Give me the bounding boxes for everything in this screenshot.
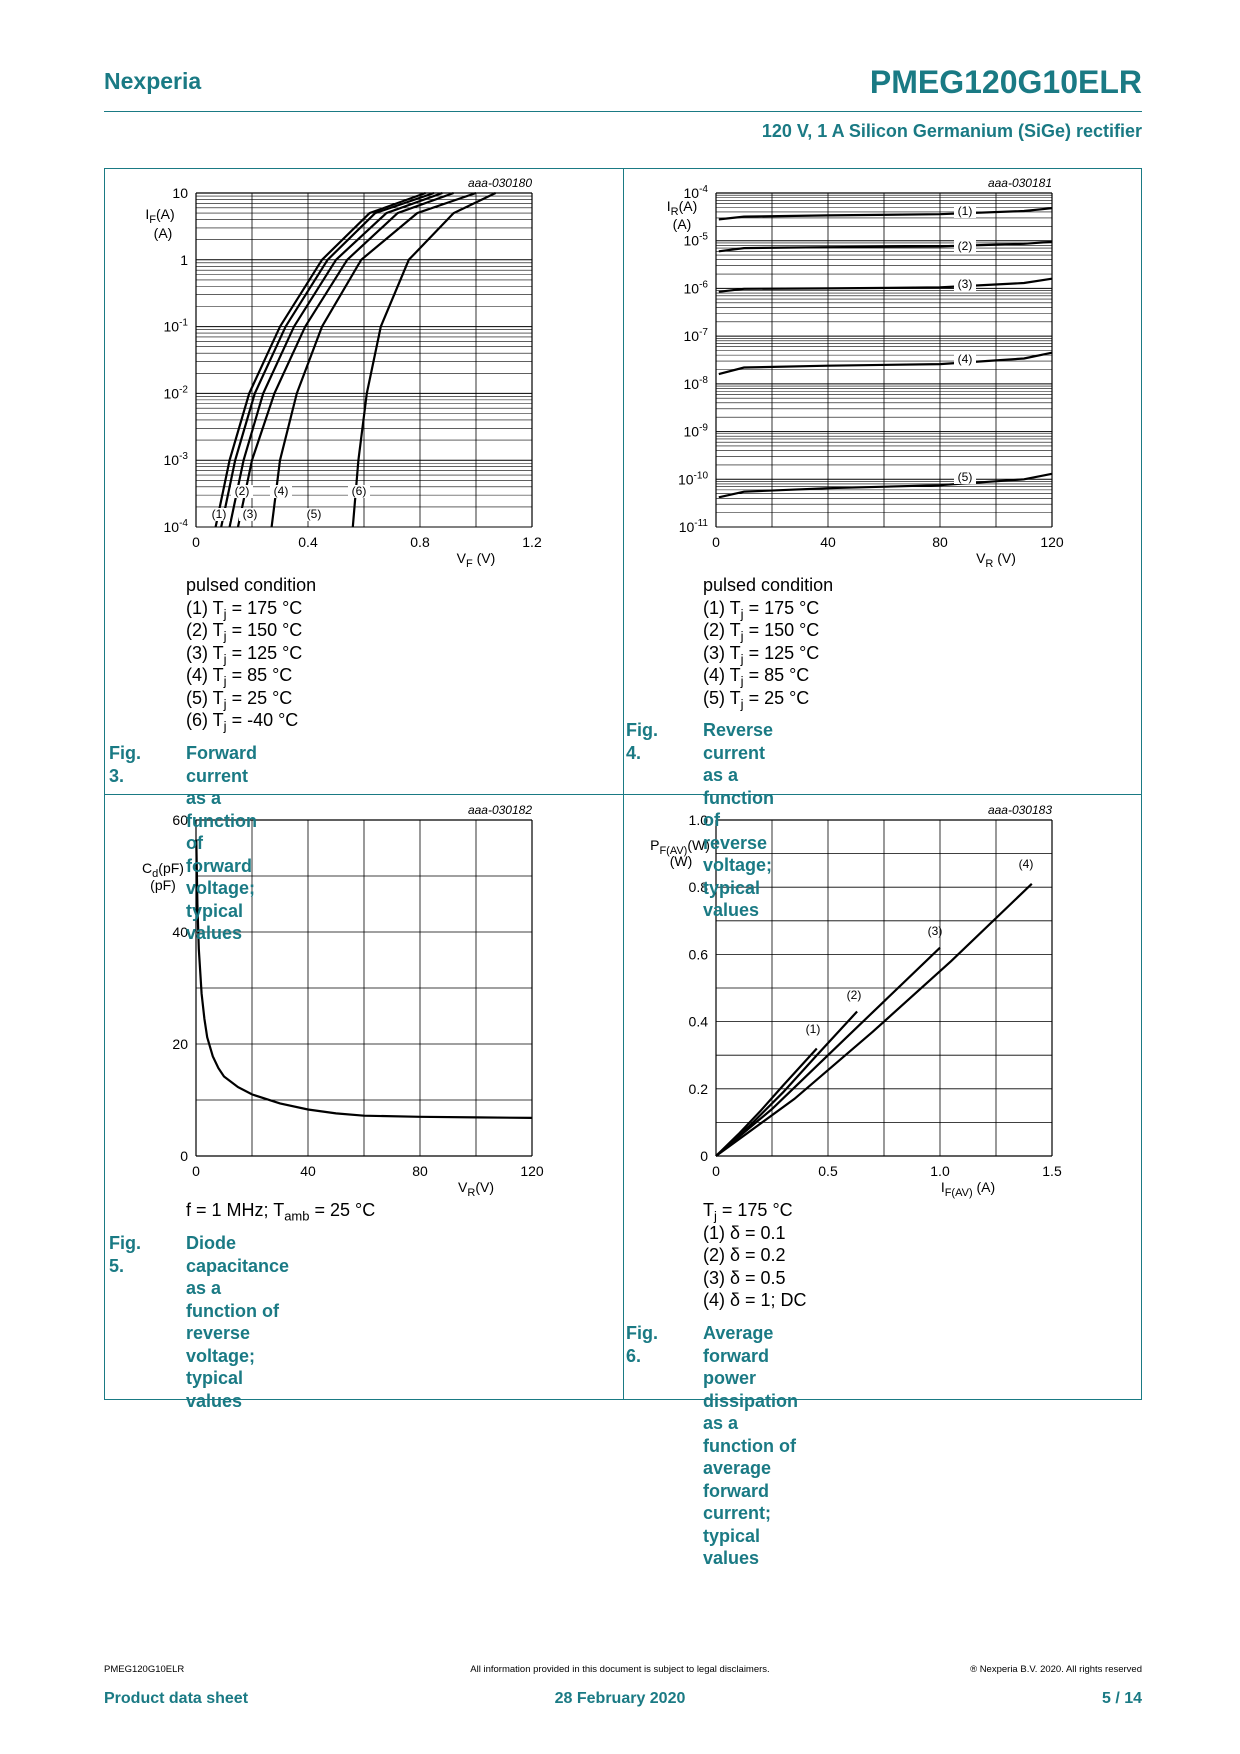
fig6-number: Fig. 6. <box>626 1323 658 1366</box>
condition-line: (3) δ = 0.5 <box>703 1267 786 1288</box>
product-subtitle: 120 V, 1 A Silicon Germanium (SiGe) rectifier <box>761 121 1142 141</box>
series-label: (1) <box>805 1022 821 1036</box>
fig3-conditions <box>186 574 316 732</box>
fig6-conditions <box>703 1199 807 1312</box>
condition-line: pulsed condition <box>703 575 834 595</box>
series-label: (2) <box>846 988 862 1002</box>
y-axis-unit: (A) <box>672 216 692 232</box>
figure-code: aaa-030183 <box>987 803 1052 817</box>
series-label: (4) <box>1018 857 1034 871</box>
series-label: (5) <box>957 470 973 484</box>
footer-page-number: 5 / 14 <box>1101 1690 1142 1707</box>
y-tick-label: 20 <box>172 1036 188 1052</box>
fig4-number: Fig. 4. <box>626 720 658 763</box>
y-tick-label: 1 <box>180 251 188 268</box>
y-tick-label: $10^{-11}$ <box>678 518 708 535</box>
footer-date: 28 February 2020 <box>554 1690 686 1707</box>
condition-line: f = 1 MHz; $T_{amb} = 25$ °C <box>186 1200 376 1224</box>
y-tick-label: $10^{-5}$ <box>683 231 708 249</box>
y-tick-label: $10^{-3}$ <box>163 451 188 469</box>
y-tick-label: $10^{-10}$ <box>677 470 708 488</box>
series-line <box>716 1049 817 1157</box>
figure-code: aaa-030180 <box>467 176 532 190</box>
footer-doc-type: Product data sheet <box>104 1690 249 1707</box>
x-tick-label: 80 <box>932 534 948 550</box>
x-tick-label: 0 <box>712 1163 720 1179</box>
y-tick-label: 1.0 <box>688 812 708 828</box>
fig6-caption-line: values <box>703 1548 760 1568</box>
series-label: (4) <box>273 484 289 498</box>
y-tick-label: $10^{-8}$ <box>683 374 708 392</box>
condition-line: pulsed condition <box>186 575 317 595</box>
fig4-conditions <box>703 574 834 712</box>
y-axis-label: $P_{F(AV)}(W)$ <box>650 837 710 857</box>
x-axis-label: $V_R$ (V) <box>976 550 1016 570</box>
y-tick-label: 40 <box>172 924 188 940</box>
footer-disclaimer: All information provided in this document is subject to legal disclaimers. <box>470 1664 770 1675</box>
condition-line: (2) $T_j = 150$ °C <box>703 620 820 644</box>
x-tick-label: 0.4 <box>298 534 318 550</box>
series-label: (4) <box>957 352 973 366</box>
y-tick-label: 0 <box>180 1148 188 1164</box>
x-tick-label: 120 <box>520 1163 544 1179</box>
fig5-number: Fig. 5. <box>109 1233 141 1276</box>
product-title: PMEG120G10ELR <box>869 64 1142 100</box>
x-tick-label: 0 <box>712 534 720 550</box>
condition-line: (4) $T_j = 85$ °C <box>186 665 293 689</box>
y-tick-label: $10^{-7}$ <box>683 327 708 345</box>
x-tick-label: 0 <box>192 1163 200 1179</box>
condition-line: (5) $T_j = 25$ °C <box>186 687 293 712</box>
condition-line: $T_j = 175$ °C <box>703 1200 793 1224</box>
footer-doc-id: PMEG120G10ELR <box>104 1664 185 1675</box>
fig6-caption-line: Average forward power dissipation as a <box>703 1323 799 1433</box>
condition-line: (2) δ = 0.2 <box>703 1245 786 1265</box>
fig6-caption-line: function of average forward current; typical <box>703 1435 796 1546</box>
condition-line: (4) $T_j = 85$ °C <box>703 665 810 689</box>
y-axis-label: $C_d(pF)$ <box>142 860 184 880</box>
y-tick-label: $10^{-4}$ <box>683 184 708 201</box>
y-axis-unit: (A) <box>153 225 173 241</box>
figure-code: aaa-030181 <box>987 176 1052 190</box>
footer-copyright: ® Nexperia B.V. 2020. All rights reserved <box>970 1664 1142 1675</box>
condition-line: (5) $T_j = 25$ °C <box>703 687 810 712</box>
series-label: (6) <box>351 484 367 498</box>
x-tick-label: 1.5 <box>1042 1163 1062 1179</box>
y-tick-label: 0.4 <box>688 1013 708 1030</box>
condition-line: (3) $T_j = 125$ °C <box>186 642 303 667</box>
condition-line: (6) $T_j = -40$ °C <box>186 710 299 734</box>
y-axis-unit: (W) <box>669 853 693 869</box>
x-tick-label: 40 <box>820 534 836 550</box>
y-tick-label: $10^{-1}$ <box>163 317 188 335</box>
x-tick-label: 0.5 <box>818 1163 838 1179</box>
series-label: (3) <box>927 924 943 938</box>
series-label: (5) <box>306 507 322 521</box>
condition-line: (4) δ = 1; DC <box>703 1290 807 1310</box>
figure-code: aaa-030182 <box>467 803 532 817</box>
series-label: (3) <box>242 507 258 521</box>
brand-name: Nexperia <box>104 68 202 94</box>
y-tick-label: 0 <box>700 1148 708 1164</box>
y-tick-label: 10 <box>172 185 188 201</box>
x-tick-label: 80 <box>412 1163 428 1179</box>
y-tick-label: 0.2 <box>688 1080 708 1097</box>
x-axis-label: $I_{F(AV)}$ (A) <box>940 1179 996 1199</box>
condition-line: (1) δ = 0.1 <box>703 1222 786 1243</box>
x-tick-label: 0.8 <box>410 534 430 550</box>
x-axis-label: $V_R(V)$ <box>458 1179 494 1199</box>
fig5-conditions <box>186 1199 375 1222</box>
x-tick-label: 1.0 <box>930 1163 950 1179</box>
fig4-caption-line: voltage; typical values <box>703 855 773 920</box>
fig4-caption-line: Reverse current as a function of reverse <box>703 720 774 853</box>
x-tick-label: 0 <box>192 534 200 550</box>
y-tick-label: 0.6 <box>688 946 708 963</box>
fig5-caption-line: Diode capacitance as a function of reverse <box>186 1233 290 1343</box>
series-label: (1) <box>211 507 227 521</box>
y-tick-label: $10^{-9}$ <box>683 422 708 440</box>
fig3-caption-line: voltage; typical values <box>186 878 256 943</box>
y-tick-label: $10^{-6}$ <box>683 279 708 297</box>
fig3-caption-line: Forward current as a function of forward <box>186 743 258 876</box>
condition-line: (2) $T_j = 150$ °C <box>186 620 303 644</box>
y-tick-label: 60 <box>172 812 188 828</box>
series-label: (2) <box>957 239 973 253</box>
condition-line: (3) $T_j = 125$ °C <box>703 642 820 667</box>
fig5-caption-line: voltage; typical values <box>186 1345 256 1411</box>
x-tick-label: 40 <box>300 1163 316 1179</box>
x-tick-label: 1.2 <box>522 534 542 550</box>
series-label: (3) <box>957 277 973 291</box>
condition-line: (1) $T_j = 175$ °C <box>703 597 820 622</box>
y-tick-label: 0.8 <box>688 879 708 896</box>
y-axis-label: $I_R(A)$ <box>666 198 698 218</box>
y-axis-unit: (pF) <box>150 877 176 893</box>
y-tick-label: $10^{-2}$ <box>163 384 188 402</box>
x-axis-label: $V_F$ (V) <box>456 550 496 570</box>
series-label: (2) <box>234 484 250 498</box>
series-label: (1) <box>957 204 973 218</box>
condition-line: (1) $T_j = 175$ °C <box>186 597 303 622</box>
y-axis-label: $I_F(A)$ <box>145 206 175 226</box>
fig3-number: Fig. 3. <box>109 743 141 786</box>
x-tick-label: 120 <box>1040 534 1064 550</box>
y-tick-label: $10^{-4}$ <box>163 518 188 535</box>
